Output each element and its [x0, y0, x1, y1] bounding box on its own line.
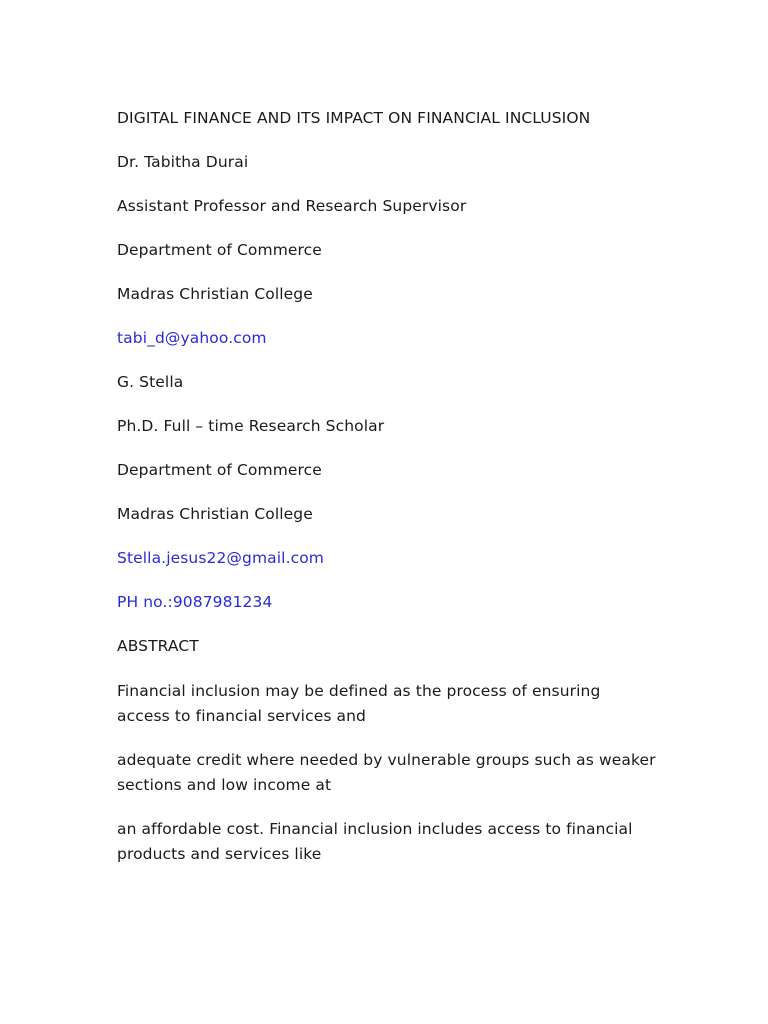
abstract-paragraph-1: Financial inclusion may be defined as the process of ensuring access to financial services and — [117, 682, 601, 725]
author1-role: Assistant Professor and Research Supervisor — [117, 197, 467, 215]
abstract-paragraph-2: adequate credit where needed by vulnerable groups such as weaker sections and low income at — [117, 751, 656, 794]
paper-title: DIGITAL FINANCE AND ITS IMPACT ON FINANCIAL INCLUSION — [117, 109, 591, 127]
author2-name: G. Stella — [117, 373, 184, 391]
author1-college: Madras Christian College — [117, 285, 313, 303]
author1-name: Dr. Tabitha Durai — [117, 153, 249, 171]
author2-email-link[interactable]: Stella.jesus22@gmail.com — [117, 549, 325, 567]
abstract-paragraph-3: an affordable cost. Financial inclusion includes access to financial products and services like — [117, 820, 633, 863]
author2-role: Ph.D. Full – time Research Scholar — [117, 417, 385, 435]
author2-phone-link[interactable]: PH no.:9087981234 — [117, 593, 273, 611]
document-body — [117, 107, 657, 886]
author2-department: Department of Commerce — [117, 461, 322, 479]
abstract-heading: ABSTRACT — [117, 637, 199, 655]
author2-college: Madras Christian College — [117, 505, 313, 523]
author1-department: Department of Commerce — [117, 241, 322, 259]
author1-email-link[interactable]: tabi_d@yahoo.com — [117, 329, 267, 347]
